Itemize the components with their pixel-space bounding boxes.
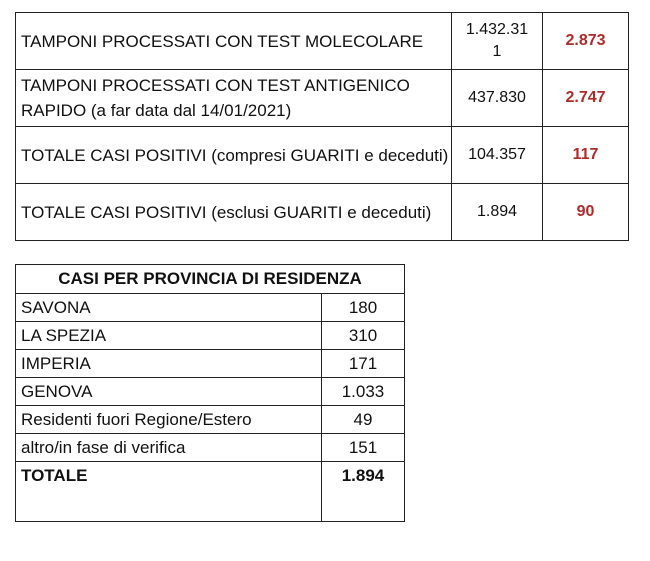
province-value: 180 <box>322 294 405 322</box>
province-row <box>16 378 405 406</box>
summary-delta: 90 <box>543 184 629 241</box>
province-header: CASI PER PROVINCIA DI RESIDENZA <box>16 265 405 294</box>
summary-value <box>452 13 543 70</box>
province-table <box>15 264 405 522</box>
province-name: Residenti fuori Regione/Estero <box>16 406 322 434</box>
province-name: altro/in fase di verifica <box>16 434 322 462</box>
province-name: IMPERIA <box>16 350 322 378</box>
summary-delta: 117 <box>543 127 629 184</box>
summary-delta: 2.747 <box>543 70 629 127</box>
summary-row-positive-total <box>16 127 629 184</box>
summary-label: TAMPONI PROCESSATI CON TEST ANTIGENICO RAPIDO (a far data dal 14/01/2021) <box>16 70 452 127</box>
province-name: GENOVA <box>16 378 322 406</box>
summary-label: TOTALE CASI POSITIVI (compresi GUARITI e deceduti) <box>16 127 452 184</box>
province-total-label: TOTALE <box>16 462 322 522</box>
province-total-row <box>16 462 405 522</box>
summary-row-antigen <box>16 70 629 127</box>
summary-value: 1.894 <box>452 184 543 241</box>
summary-delta: 2.873 <box>543 13 629 70</box>
province-row <box>16 406 405 434</box>
province-value: 310 <box>322 322 405 350</box>
province-row <box>16 434 405 462</box>
province-name: LA SPEZIA <box>16 322 322 350</box>
summary-value-line2: 1 <box>492 43 502 60</box>
province-row <box>16 322 405 350</box>
summary-row-molecular <box>16 13 629 70</box>
summary-value: 104.357 <box>452 127 543 184</box>
summary-row-positive-current <box>16 184 629 241</box>
summary-label: TAMPONI PROCESSATI CON TEST MOLECOLARE <box>16 13 452 70</box>
province-header-row <box>16 265 405 294</box>
summary-value-line1: 1.432.31 <box>465 21 529 38</box>
province-value: 151 <box>322 434 405 462</box>
province-total-value: 1.894 <box>322 462 405 522</box>
province-row <box>16 294 405 322</box>
summary-value: 437.830 <box>452 70 543 127</box>
province-value: 49 <box>322 406 405 434</box>
province-value: 171 <box>322 350 405 378</box>
summary-table <box>15 12 629 241</box>
province-name: SAVONA <box>16 294 322 322</box>
province-value: 1.033 <box>322 378 405 406</box>
province-row <box>16 350 405 378</box>
summary-label: TOTALE CASI POSITIVI (esclusi GUARITI e deceduti) <box>16 184 452 241</box>
